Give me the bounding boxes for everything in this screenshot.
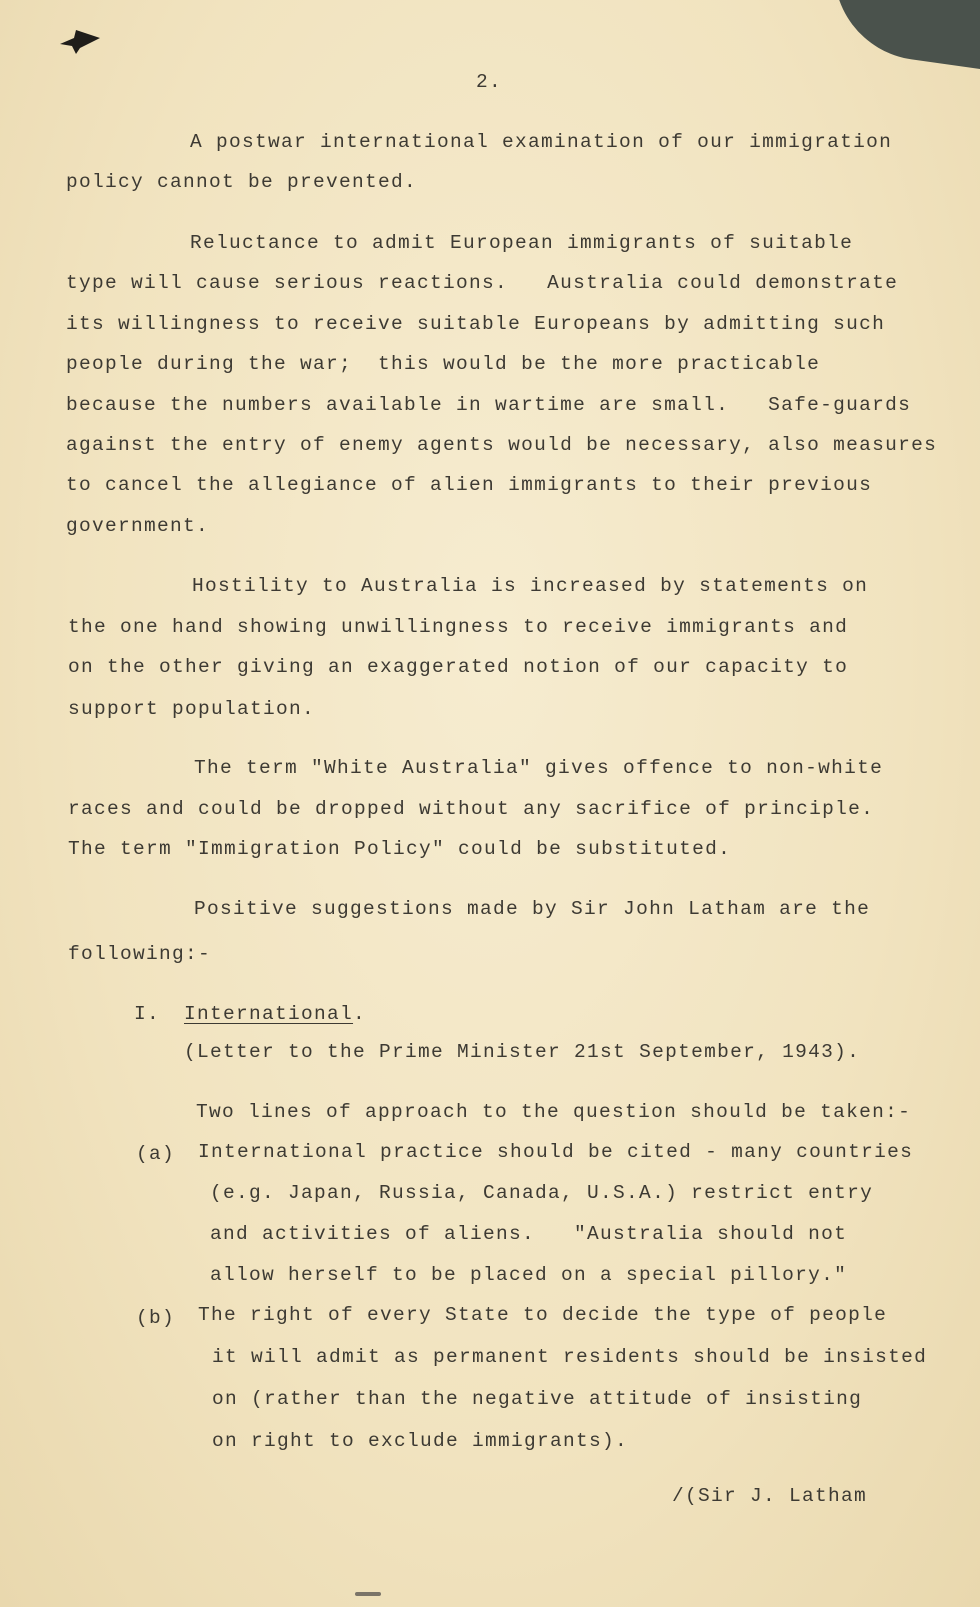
p3-line-3: on the other giving an exaggerated notion of our capacity to <box>68 656 849 678</box>
p2-line-6: against the entry of enemy agents would be necessary, also measures <box>66 434 938 456</box>
item-a-line-4: allow herself to be placed on a special pillory." <box>210 1264 848 1286</box>
p4-line-1: The term "White Australia" gives offence to non-white <box>194 757 884 779</box>
item-a-line-2: (e.g. Japan, Russia, Canada, U.S.A.) restrict entry <box>210 1182 874 1204</box>
catchword: /(Sir J. Latham <box>672 1485 868 1507</box>
arrow-mark-icon <box>56 24 104 56</box>
p2-line-4: people during the war; this would be the more practicable <box>66 353 821 375</box>
item-b-line-2: it will admit as permanent residents should be insisted <box>212 1346 928 1368</box>
p2-line-7: to cancel the allegiance of alien immigrants to their previous <box>66 474 873 496</box>
p1-line-2: policy cannot be prevented. <box>66 171 418 193</box>
item-b-marker: (b) <box>136 1307 176 1329</box>
p3-line-1: Hostility to Australia is increased by statements on <box>192 575 869 597</box>
section-citation: (Letter to the Prime Minister 21st September, 1943). <box>184 1041 861 1063</box>
p3-line-2: the one hand showing unwillingness to receive immigrants and <box>68 616 849 638</box>
p5-line-1: Positive suggestions made by Sir John Latham are the <box>194 898 871 920</box>
p4-line-3: The term "Immigration Policy" could be substituted. <box>68 838 732 860</box>
p1-line-1: A postwar international examination of our immigration <box>190 131 893 153</box>
section-heading <box>184 1002 366 1026</box>
p2-line-8: government. <box>66 515 210 537</box>
p2-line-1: Reluctance to admit European immigrants of suitable <box>190 232 854 254</box>
p3-line-4: support population. <box>68 698 316 720</box>
p2-line-3: its willingness to receive suitable Europeans by admitting such <box>66 313 886 335</box>
section-heading-punct: . <box>353 1003 367 1025</box>
section-number: I. <box>134 1003 161 1025</box>
page-number: 2. <box>476 71 503 93</box>
item-a-line-1: International practice should be cited - many countries <box>198 1141 914 1163</box>
p2-line-2: type will cause serious reactions. Australia could demonstrate <box>66 272 899 294</box>
item-a-marker: (a) <box>136 1143 176 1165</box>
section-heading-text: International <box>184 1003 354 1025</box>
p2-line-5: because the numbers available in wartime are small. Safe-guards <box>66 394 912 416</box>
torn-corner <box>823 0 980 72</box>
p5-line-2: following:- <box>68 943 212 965</box>
item-b-line-1: The right of every State to decide the type of people <box>198 1304 888 1326</box>
p4-line-2: races and could be dropped without any sacrifice of principle. <box>68 798 875 820</box>
item-b-line-3: on (rather than the negative attitude of insisting <box>212 1388 863 1410</box>
item-b-line-4: on right to exclude immigrants). <box>212 1430 629 1452</box>
item-a-line-3: and activities of aliens. "Australia should not <box>210 1223 848 1245</box>
bottom-smudge <box>355 1592 381 1596</box>
approach-intro: Two lines of approach to the question should be taken:- <box>196 1101 912 1123</box>
